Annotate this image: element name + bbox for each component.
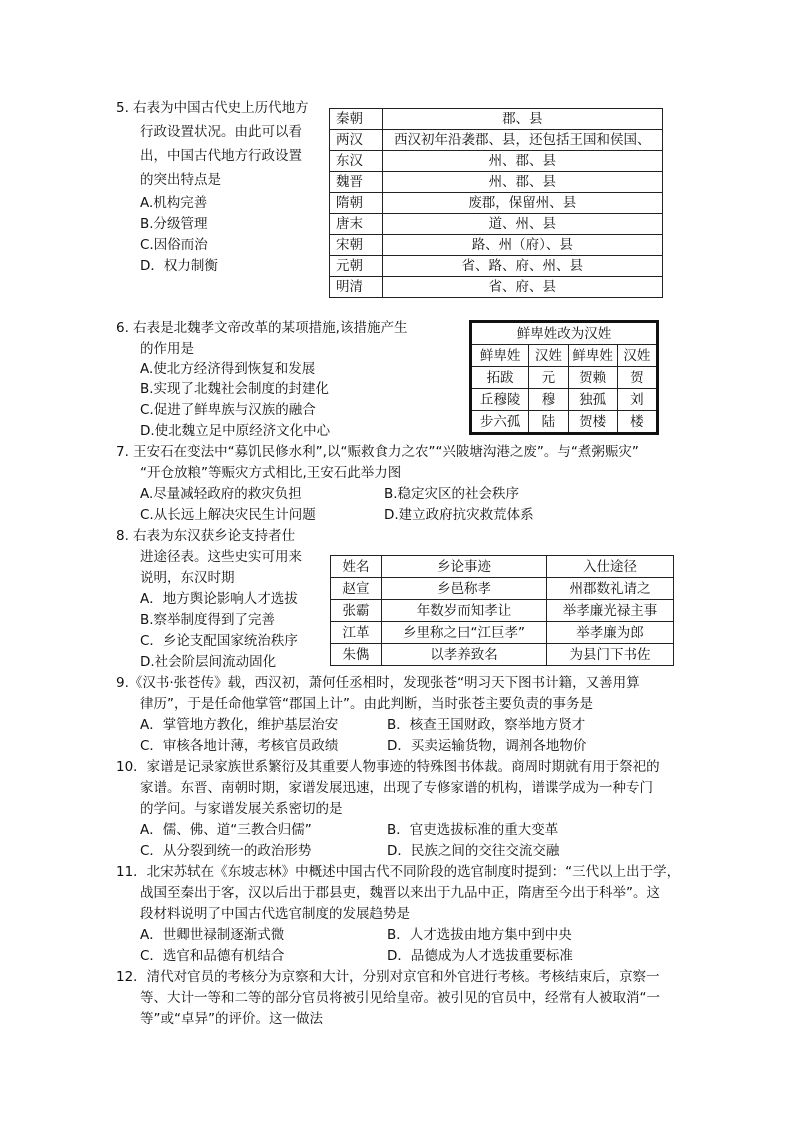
table-cell: 举孝廉光禄主事 xyxy=(547,600,674,622)
table-cell: 刘 xyxy=(617,389,657,411)
table-row xyxy=(330,109,663,130)
table-row xyxy=(471,367,658,389)
q10-option-b: B．官吏选拔标准的重大变革 xyxy=(387,822,559,838)
q7-option-c: C.从长远上解决灾民生计问题 xyxy=(140,507,316,523)
q10-option-a: A．儒、佛、道“三教合归儒” xyxy=(140,822,312,838)
table-cell: 朱儁 xyxy=(331,644,382,666)
q6-stem-line-2: 的作用是 xyxy=(140,341,194,357)
q5-option-d: D．权力制衡 xyxy=(140,258,218,274)
q9-stem-line-1: 9.《汉书·张苍传》载，西汉初，萧何任丞相时，发现张苍“明习天下图书计籍，又善用算 xyxy=(116,675,640,691)
table-row xyxy=(330,235,663,256)
table-cell: 年数岁而知孝让 xyxy=(382,600,547,622)
q8-stem-line-1: 8. 右表为东汉获乡论支持者仕 xyxy=(116,528,296,544)
table-row xyxy=(471,389,658,411)
admin-cell: 省、路、府、州、县 xyxy=(382,256,662,277)
table-row xyxy=(330,193,663,214)
q8-option-a: A．地方舆论影响人才选拔 xyxy=(140,591,298,607)
q6-option-b: B.实现了北魏社会制度的封建化 xyxy=(140,381,330,397)
table-cell: 陆 xyxy=(529,411,568,434)
table-cell: 元 xyxy=(529,367,568,389)
table-row xyxy=(330,277,663,298)
dynasty-cell: 隋朝 xyxy=(330,193,383,214)
dynasty-cell: 两汉 xyxy=(330,130,383,151)
table-row xyxy=(471,411,658,434)
q12-stem-line-3: 等”或“卓异”的评价。这一做法 xyxy=(140,1011,323,1027)
table-cell: 楼 xyxy=(617,411,657,434)
q7-stem-line-1: 7. 王安石在变法中“募饥民修水利”,以“赈救食力之农”“兴陂塘沟港之废”。与“煮粥赈灾” xyxy=(116,444,639,460)
q7-option-a: A.尽量减轻政府的救灾负担 xyxy=(140,486,302,502)
q8-stem-line-2: 进途径表。这些史实可用来 xyxy=(140,549,302,565)
table-cell: 为县门下书佐 xyxy=(547,644,674,666)
q10-stem-line-1: 10．家谱是记录家族世系繁衍及其重要人物事迹的特殊图书体裁。商周时期就有用于祭祀的 xyxy=(116,759,660,775)
table-cell: 以孝养致名 xyxy=(382,644,547,666)
q6-option-a: A.使北方经济得到恢复和发展 xyxy=(140,361,316,377)
table-cell: 贺赖 xyxy=(568,367,617,389)
table-cell: 贺楼 xyxy=(568,411,617,434)
dynasty-cell: 秦朝 xyxy=(330,109,383,130)
table-row xyxy=(330,172,663,193)
q7-stem-line-2: “开仓放粮”等赈灾方式相比,王安石此举力图 xyxy=(140,465,402,481)
admin-cell: 州、郡、县 xyxy=(382,151,662,172)
q9-stem-line-2: 律历”，于是任命他掌管“郡国上计”。由此判断，当时张苍主要负责的事务是 xyxy=(140,696,593,712)
q5-table xyxy=(329,108,663,298)
q8-option-d: D.社会阶层间流动固化 xyxy=(140,654,277,670)
q11-stem-line-2: 战国至秦出于客，汉以后出于郡县吏，魏晋以来出于九品中正，隋唐至今出于科举”。这 xyxy=(140,885,660,901)
table-row xyxy=(330,256,663,277)
q11-option-c: C．选官和品德有机结合 xyxy=(140,948,285,964)
q6-table-title: 鲜卑姓改为汉姓 xyxy=(471,322,658,345)
table-cell: 江革 xyxy=(331,622,382,644)
table-cell: 独孤 xyxy=(568,389,617,411)
q9-option-a: A．掌管地方教化，维护基层治安 xyxy=(140,717,339,733)
q5-stem-line-3: 出，中国古代地方行政设置 xyxy=(140,148,302,164)
table-cell: 乡邑称孝 xyxy=(382,578,547,600)
table-cell: 步六孤 xyxy=(471,411,529,434)
q10-option-c: C．从分裂到统一的政治形势 xyxy=(140,843,312,859)
q10-stem-line-3: 的学问。与家谱发展关系密切的是 xyxy=(140,801,343,817)
dynasty-cell: 唐末 xyxy=(330,214,383,235)
q6-option-d: D.使北魏立足中原经济文化中心 xyxy=(140,423,331,439)
q8-option-c: C．乡论支配国家统治秩序 xyxy=(140,633,298,649)
q11-option-d: D．品德成为人才选拔重要标准 xyxy=(387,948,573,964)
admin-cell: 路、州（府）、县 xyxy=(382,235,662,256)
table-cell: 穆 xyxy=(529,389,568,411)
admin-cell: 郡、县 xyxy=(382,109,662,130)
table-row xyxy=(331,644,674,666)
q11-stem-line-1: 11．北宋苏轼在《东坡志林》中概述中国古代不同阶段的选官制度时提到：“三代以上出于学， xyxy=(116,864,681,880)
header-cell: 汉姓 xyxy=(617,345,657,367)
table-row xyxy=(330,151,663,172)
dynasty-cell: 明清 xyxy=(330,277,383,298)
q11-stem-line-3: 段材料说明了中国古代选官制度的发展趋势是 xyxy=(140,906,410,922)
header-cell: 汉姓 xyxy=(529,345,568,367)
q8-table xyxy=(330,555,674,666)
q5-option-a: A.机构完善 xyxy=(140,195,208,211)
q11-option-b: B．人才选拔由地方集中到中央 xyxy=(387,927,572,943)
table-row xyxy=(330,214,663,235)
table-cell: 丘穆陵 xyxy=(471,389,529,411)
q9-option-c: C．审核各地计薄，考核官员政绩 xyxy=(140,738,339,754)
q10-option-d: D．民族之间的交往交流交融 xyxy=(387,843,560,859)
admin-cell: 州、郡、县 xyxy=(382,172,662,193)
q6-option-c: C.促进了鲜卑族与汉族的融合 xyxy=(140,402,316,418)
admin-cell: 省、府、县 xyxy=(382,277,662,298)
header-cell: 鲜卑姓 xyxy=(568,345,617,367)
dynasty-cell: 东汉 xyxy=(330,151,383,172)
table-row xyxy=(331,600,674,622)
table-header-row xyxy=(331,556,674,578)
q5-stem-line-2: 行政设置状况。由此可以看 xyxy=(140,124,302,140)
q12-stem-line-1: 12．清代对官员的考核分为京察和大计，分别对京官和外官进行考核。考核结束后，京察一 xyxy=(116,969,660,985)
table-cell: 张霸 xyxy=(331,600,382,622)
q8-option-b: B.察举制度得到了完善 xyxy=(140,612,276,628)
q5-stem-line-4: 的突出特点是 xyxy=(140,172,221,188)
q12-stem-line-2: 等、大计一等和二等的部分官员将被引见给皇帝。被引见的官员中，经常有人被取消“一 xyxy=(140,990,660,1006)
q8-stem-line-3: 说明，东汉时期 xyxy=(140,570,235,586)
header-cell: 乡论事迹 xyxy=(382,556,547,578)
q7-option-d: D.建立政府抗灾救荒体系 xyxy=(384,507,534,523)
q5-option-b: B.分级管理 xyxy=(140,216,208,232)
table-row xyxy=(330,130,663,151)
table-cell: 举孝廉为郎 xyxy=(547,622,674,644)
dynasty-cell: 魏晋 xyxy=(330,172,383,193)
table-row xyxy=(331,578,674,600)
header-cell: 鲜卑姓 xyxy=(471,345,529,367)
q5-stem-line-1: 5. 右表为中国古代史上历代地方 xyxy=(116,100,309,116)
q6-stem-line-1: 6. 右表是北魏孝文帝改革的某项措施,该措施产生 xyxy=(116,320,408,336)
table-header-row xyxy=(471,345,658,367)
q6-table xyxy=(469,320,659,435)
dynasty-cell: 元朝 xyxy=(330,256,383,277)
dynasty-cell: 宋朝 xyxy=(330,235,383,256)
admin-cell: 道、州、县 xyxy=(382,214,662,235)
q11-option-a: A．世卿世禄制逐渐式微 xyxy=(140,927,285,943)
q5-option-c: C.因俗而治 xyxy=(140,237,208,253)
table-row xyxy=(331,622,674,644)
admin-cell: 西汉初年沿袭郡、县，还包括王国和侯国、 xyxy=(382,130,662,151)
table-cell: 乡里称之曰“江巨孝” xyxy=(382,622,547,644)
table-cell: 赵宣 xyxy=(331,578,382,600)
q9-option-d: D．买卖运输货物，调剂各地物价 xyxy=(387,738,587,754)
header-cell: 入仕途径 xyxy=(547,556,674,578)
header-cell: 姓名 xyxy=(331,556,382,578)
q9-option-b: B．核查王国财政，察举地方贤才 xyxy=(387,717,586,733)
table-cell: 拓跋 xyxy=(471,367,529,389)
q7-option-b: B.稳定灾区的社会秩序 xyxy=(384,486,520,502)
q10-stem-line-2: 家谱。东晋、南朝时期，家谱发展迅速，出现了专修家谱的机构，谱谍学成为一种专门 xyxy=(140,780,653,796)
table-cell: 州郡数礼请之 xyxy=(547,578,674,600)
table-cell: 贺 xyxy=(617,367,657,389)
admin-cell: 废郡，保留州、县 xyxy=(382,193,662,214)
